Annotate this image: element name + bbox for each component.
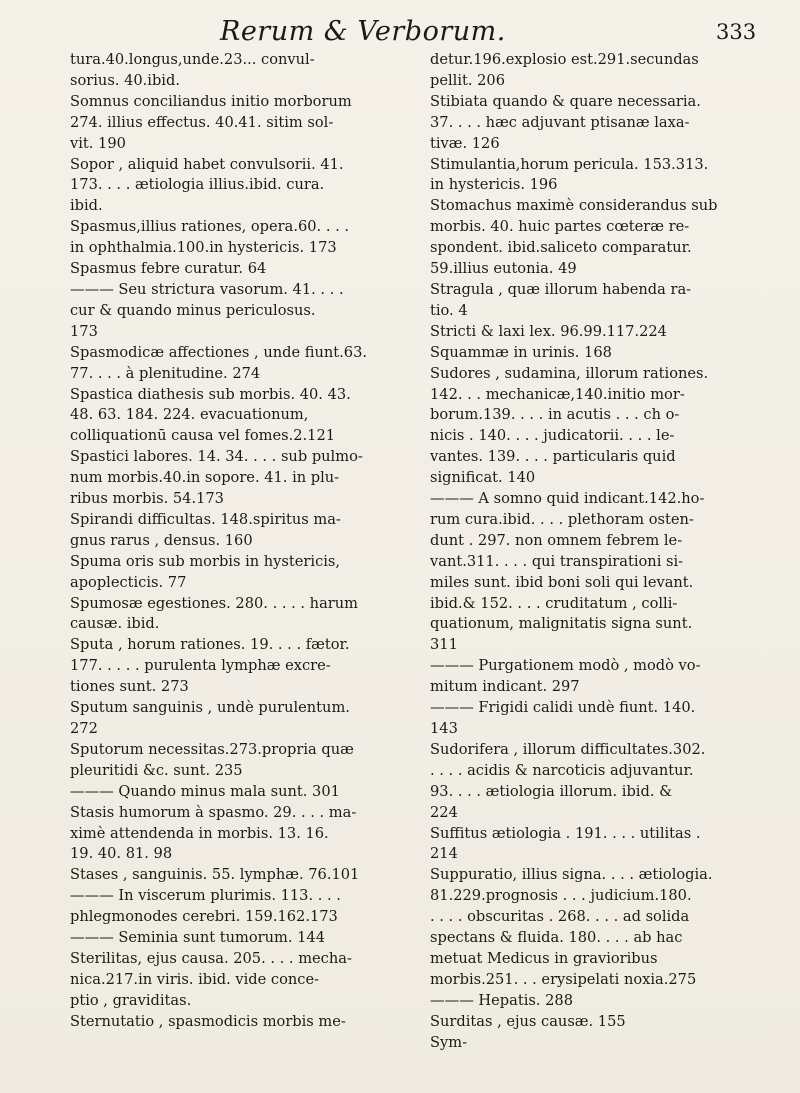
index-line: Somnus conciliandus initio morborum (70, 92, 352, 110)
index-line: ptio , graviditas. (70, 991, 192, 1009)
index-line: Sym- (430, 1033, 468, 1051)
index-line: 177. . . . . purulenta lymphæ excre- (70, 657, 331, 675)
index-line: spondent. ibid.saliceto comparatur. (430, 239, 692, 257)
page-header (0, 10, 800, 50)
index-line: 48. 63. 184. 224. evacuationum, (70, 406, 309, 424)
index-line: . . . . acidis & narcoticis adjuvantur. (430, 761, 694, 779)
index-line: ibid.& 152. . . . cruditatum , colli- (430, 594, 678, 612)
index-line: in hystericis. 196 (430, 176, 558, 194)
index-line: ——— Frigidi calidi undè fiunt. 140. (430, 699, 696, 717)
running-head: Rerum & Verborum. (220, 16, 506, 47)
index-line: Squammæ in urinis. 168 (430, 343, 612, 361)
index-line: morbis. 40. huic partes cœteræ re- (430, 218, 690, 236)
index-line: 274. illius effectus. 40.41. sitim sol- (70, 113, 334, 131)
index-line: Stases , sanguinis. 55. lymphæ. 76.101 (70, 866, 360, 884)
index-line: 214 (430, 845, 458, 863)
index-line: tura.40.longus,unde.23... convul- (70, 51, 315, 68)
index-line: sorius. 40.ibid. (70, 71, 180, 89)
index-line: cur & quando minus periculosus. (70, 301, 316, 319)
index-line: causæ. ibid. (70, 615, 160, 633)
index-line: pellit. 206 (430, 71, 505, 89)
index-line: Surditas , ejus causæ. 155 (430, 1012, 626, 1030)
index-line: ——— Seminia sunt tumorum. 144 (70, 929, 325, 947)
index-line: 173. . . . ætiologia illius.ibid. cura. (70, 176, 325, 194)
index-line: 142. . . mechanicæ,140.initio mor- (430, 385, 685, 403)
index-line: Spuma oris sub morbis in hystericis, (70, 552, 341, 570)
index-line: mitum indicant. 297 (430, 678, 580, 696)
index-line: borum.139. . . . in acutis . . . ch o- (430, 406, 680, 424)
index-line: Spasmodicæ affectiones , unde fiunt.63. (70, 343, 367, 361)
index-line: Stragula , quæ illorum habenda ra- (430, 280, 692, 298)
index-line: Stomachus maximè considerandus sub (430, 197, 718, 215)
index-line: ——— A somno quid indicant.142.ho- (430, 490, 705, 508)
index-line: vantes. 139. . . . particularis quid (430, 448, 676, 466)
index-line: tivæ. 126 (430, 134, 500, 152)
index-line: Spastica diathesis sub morbis. 40. 43. (70, 385, 351, 403)
index-line: gnus rarus , densus. 160 (70, 531, 253, 549)
index-line: ——— Quando minus mala sunt. 301 (70, 782, 340, 800)
index-line: Spirandi difficultas. 148.spiritus ma- (70, 510, 341, 528)
index-line: . . . . obscuritas . 268. . . . ad solida (430, 908, 690, 926)
index-line: Stasis humorum à spasmo. 29. . . . ma- (70, 803, 357, 821)
index-line: vit. 190 (70, 134, 126, 152)
index-line: 81.229.prognosis . . . judicium.180. (430, 887, 692, 905)
index-line: ——— Seu strictura vasorum. 41. . . . (70, 280, 344, 298)
index-line: 311 (430, 636, 458, 654)
index-line: Suffitus ætiologia . 191. . . . utilitas . (430, 824, 701, 842)
index-line: quationum, malignitatis signa sunt. (430, 615, 693, 633)
index-line: Sternutatio , spasmodicis morbis me- (70, 1012, 346, 1030)
index-line: phlegmonodes cerebri. 159.162.173 (70, 908, 338, 926)
index-line: Sudores , sudamina, illorum rationes. (430, 364, 709, 382)
index-line: 37. . . . hæc adjuvant ptisanæ laxa- (430, 113, 690, 131)
index-line: ribus morbis. 54.173 (70, 490, 224, 508)
index-line: significat. 140 (430, 469, 536, 487)
index-line: dunt . 297. non omnem febrem le- (430, 531, 683, 549)
index-line: detur.196.explosio est.291.secundas (430, 51, 699, 68)
index-columns (70, 50, 770, 1085)
index-line: Stricti & laxi lex. 96.99.117.224 (430, 322, 667, 340)
index-line: Stibiata quando & quare necessaria. (430, 92, 701, 110)
index-line: colliquationū causa vel fomes.2.121 (70, 427, 336, 445)
index-line: num morbis.40.in sopore. 41. in plu- (70, 469, 340, 487)
index-line: Sputorum necessitas.273.propria quæ (70, 740, 354, 758)
index-line: 143 (430, 720, 458, 737)
index-line: spectans & fluida. 180. . . . ab hac (430, 929, 683, 947)
index-line: nicis . 140. . . . judicatorii. . . . le- (430, 427, 675, 445)
index-line: morbis.251. . . erysipelati noxia.275 (430, 970, 697, 988)
index-line: rum cura.ibid. . . . plethoram osten- (430, 510, 694, 528)
index-line: Stimulantia,horum pericula. 153.313. (430, 155, 709, 173)
index-line: Spasmus febre curatur. 64 (70, 260, 267, 278)
index-line: vant.311. . . . qui transpirationi si- (430, 552, 684, 570)
index-line: Sputum sanguinis , undè purulentum. (70, 699, 350, 717)
index-line: ——— Hepatis. 288 (430, 991, 573, 1009)
index-line: apoplecticis. 77 (70, 573, 187, 591)
index-line: 93. . . . ætiologia illorum. ibid. & (430, 782, 673, 800)
left-column (70, 50, 408, 1085)
index-line: Spasmus,illius rationes, opera.60. . . . (70, 218, 350, 236)
index-line: 224 (430, 803, 458, 821)
index-line: tio. 4 (430, 301, 468, 319)
index-line: miles sunt. ibid boni soli qui levant. (430, 573, 694, 591)
page-number: 333 (716, 20, 757, 44)
index-line: Spastici labores. 14. 34. . . . sub pulmo- (70, 448, 363, 466)
index-line: tiones sunt. 273 (70, 678, 189, 696)
index-line: 19. 40. 81. 98 (70, 845, 173, 863)
index-line: Sputa , horum rationes. 19. . . . fætor. (70, 636, 350, 654)
index-line: Sopor , aliquid habet convulsorii. 41. (70, 155, 344, 173)
index-line: 173 (70, 322, 98, 340)
right-column (430, 50, 770, 1085)
index-line: pleuritidi &c. sunt. 235 (70, 761, 243, 779)
index-line: Suppuratio, illius signa. . . . ætiologia. (430, 866, 713, 884)
index-line: ibid. (70, 197, 103, 215)
index-line: ——— Purgationem modò , modò vo- (430, 657, 701, 675)
index-line: nica.217.in viris. ibid. vide conce- (70, 970, 320, 988)
index-line: ximè attendenda in morbis. 13. 16. (70, 824, 329, 842)
index-line: 272 (70, 720, 98, 737)
index-line: in ophthalmia.100.in hystericis. 173 (70, 239, 337, 257)
index-line: Spumosæ egestiones. 280. . . . . harum (70, 594, 358, 612)
index-line: ——— In viscerum plurimis. 113. . . . (70, 887, 341, 905)
index-line: 77. . . . à plenitudine. 274 (70, 364, 261, 382)
index-line: Sudorifera , illorum difficultates.302. (430, 740, 706, 758)
index-line: Sterilitas, ejus causa. 205. . . . mecha- (70, 949, 352, 967)
index-line: 59.illius eutonia. 49 (430, 260, 577, 278)
index-line: metuat Medicus in gravioribus (430, 949, 658, 967)
